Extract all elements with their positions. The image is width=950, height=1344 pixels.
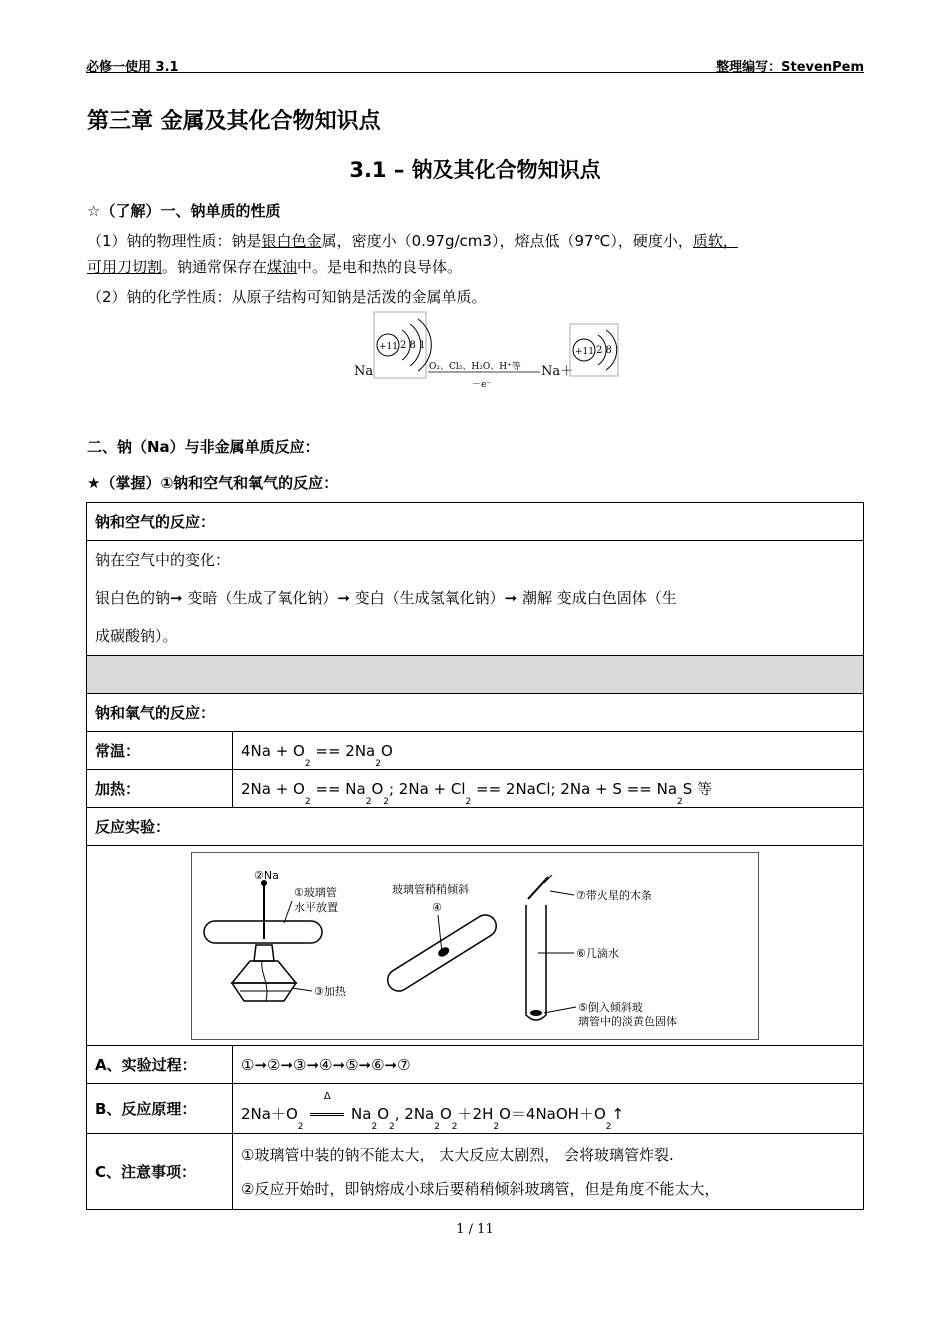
notes-body: ①玻璃管中装的钠不能太大， 太大反应太剧烈， 会将玻璃管炸裂. ②反应开始时，即钠熔成小球后要稍稍倾斜玻璃管，但是角度不能太大， [233,1134,864,1210]
room-temp-equation: $4Na + O_2 == 2Na_2O$ [233,732,864,770]
arrow-electron: －e⁻ [472,380,492,390]
chapter-title: 第三章 金属及其化合物知识点 [87,109,381,134]
atom-structure-diagram [350,310,630,398]
na-nucleus: +11 [379,342,398,352]
sodium-reaction-table [86,502,864,1210]
label-heat: ③加热 [314,984,346,998]
header-rule [86,72,864,73]
label-tube-2: 水平放置 [294,900,338,914]
principle-equation: $2Na+O_2$ Δ $Na_2O_2$, $2Na_2O_2+2H_2O=4NaOH+O_2↑$ [233,1084,864,1134]
alcohol-lamp-icon [232,945,296,1001]
physical-properties: （1）钠的物理性质：钠是银白色金属，密度小（0.97g/cm3），熔点低（97℃），硬度小，质软， 可用刀切割。钠通常保存在煤油中。是电和热的良导体。 [87,232,738,276]
ion-nucleus: +11 [575,347,594,357]
label-tilt-num: ④ [432,900,442,914]
na-atom-label: Na [354,364,374,379]
page-number: 1 / 11 [456,1222,494,1237]
principle-label: B、反应原理： [87,1084,233,1134]
arrow-reagents: O₂、Cl₂、H₂O、H⁺等 [429,362,521,372]
na-atom-icon [374,312,431,378]
process-value: ①➞②➞③➞④➞⑤➞⑥➞⑦ [233,1046,864,1084]
na-ion-icon [570,324,618,376]
experiment-figure [191,852,759,1040]
oxygen-reaction-title: 钠和氧气的反应： [87,694,864,732]
part2-heading: 二、钠（Na）与非金属单质反应： [87,438,320,456]
tilted-tube-icon [384,910,501,994]
label-tube: ①玻璃管 [294,885,337,899]
test-tube-icon [526,905,546,1020]
label-water: ⑥几滴水 [576,946,619,960]
air-reaction-title: 钠和空气的反应： [87,503,864,541]
label-pour-2: 璃管中的淡黄色固体 [578,1014,677,1028]
label-tilt: 玻璃管稍稍倾斜 [392,882,469,896]
gray-spacer-row [87,656,864,694]
experiment-label: 反应实验： [87,808,864,846]
air-reaction-body: 钠在空气中的变化： 银白色的钠➞ 变暗（生成了氧化钠）➞ 变白（生成氢氧化钠）➞ 潮解 变成白色固体（生 成碳酸钠）。 [87,541,864,656]
experiment-figure-cell [87,846,864,1046]
section-title: 3.1 – 钠及其化合物知识点 [349,158,601,182]
heat-label: 加热： [87,770,233,808]
room-temp-label: 常温： [87,732,233,770]
na-ion-label: Na＋ [541,364,574,379]
label-splint: ⑦带火星的木条 [576,888,652,902]
header-right: 整理编写：StevenPem [716,60,864,75]
chemical-properties: （2）钠的化学性质：从原子结构可知钠是活泼的金属单质。 [87,288,487,306]
label-pour: ⑤倒入倾斜玻 [578,1000,643,1014]
ion-shells: 2 8 [596,345,612,356]
notes-label: C、注意事项： [87,1134,233,1210]
na-shells: 2 8 1 [400,340,426,351]
wooden-splint-icon [528,875,552,899]
part1-heading: ☆（了解）一、钠单质的性质 [87,202,281,220]
process-label: A、实验过程： [87,1046,233,1084]
header-left: 必修一使用 3.1 [86,60,179,75]
heat-equation: $2Na + O_2 == Na_2O_2$; $2Na + Cl_2$ == 2NaCl; $2Na + S == Na_2S$ 等 [233,770,864,808]
label-na: ②Na [254,868,279,882]
part2-subheading: ★（掌握）①钠和空气和氧气的反应： [87,474,339,492]
